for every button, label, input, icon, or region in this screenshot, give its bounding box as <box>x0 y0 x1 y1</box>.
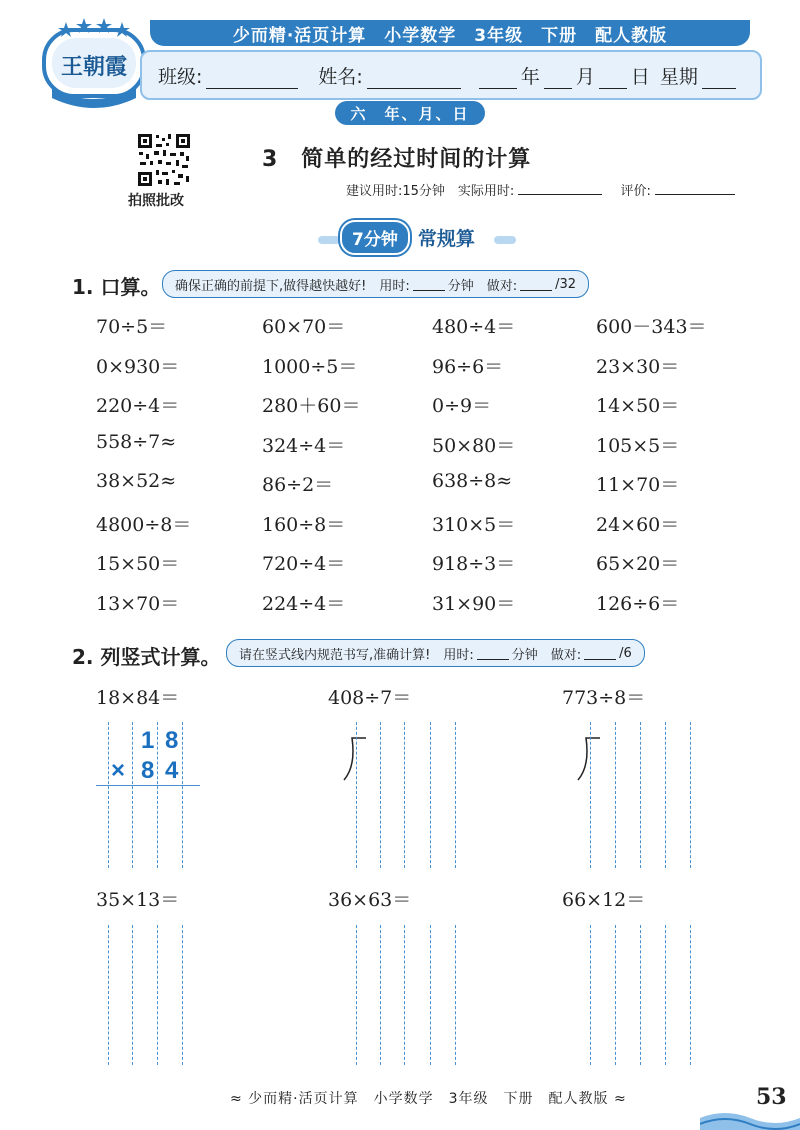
example-digit: 1 <box>141 727 155 754</box>
grid-guide-line <box>640 925 641 1065</box>
section-banner <box>340 222 475 252</box>
q2-problem-5: 36×63＝ <box>328 889 412 911</box>
grid-guide-line <box>615 722 616 868</box>
weekday-label: 星期 <box>659 65 698 88</box>
grid-guide-line <box>380 722 381 868</box>
grid-guide-line <box>455 722 456 868</box>
q1-note-a: 确保正确的前提下,做得越快越好! 用时: <box>175 278 410 294</box>
grid-guide-line <box>108 722 109 868</box>
grid-guide-line <box>615 925 616 1065</box>
mental-math-item: 224÷4＝ <box>262 592 346 615</box>
grid-guide-line <box>108 925 109 1065</box>
mental-math-item: 15×50＝ <box>96 553 180 575</box>
q1-note-c: /32 <box>555 276 577 292</box>
time-hint <box>346 180 735 199</box>
q2-note-b: 分钟 做对: <box>511 647 582 663</box>
mental-math-item: 324÷4＝ <box>262 434 346 457</box>
mental-math-item: 96÷6＝ <box>432 355 504 378</box>
grid-guide-line <box>404 925 405 1065</box>
grid-guide-line <box>590 722 591 868</box>
grid-guide-line <box>430 925 431 1065</box>
mental-math-item: 13×70＝ <box>96 592 180 615</box>
grid-guide-line <box>690 722 691 868</box>
name-field[interactable] <box>318 62 464 89</box>
q2-problem-2: 408÷7＝ <box>328 687 412 709</box>
q1-correct-blank[interactable] <box>520 278 552 291</box>
mental-math-item: 24×60＝ <box>596 513 680 536</box>
mental-math-item: 70÷5＝ <box>96 316 168 338</box>
mental-math-item: 1000÷5＝ <box>262 355 358 378</box>
example-digit: 8 <box>165 727 179 754</box>
mental-math-item: 31×90＝ <box>432 592 516 615</box>
unit-text: 六 年、月、日 <box>350 104 470 123</box>
mental-math-item: 558÷7≈ <box>96 430 177 453</box>
banner-deco-right <box>494 236 516 244</box>
example-times-sign: × <box>111 757 126 784</box>
mental-math-item: 38×52≈ <box>96 470 177 492</box>
mental-math-item: 4800÷8＝ <box>96 513 192 536</box>
q2-time-blank[interactable] <box>477 647 509 660</box>
grid-guide-line <box>640 722 641 868</box>
q2-problem-4: 35×13＝ <box>96 889 180 911</box>
q1-time-blank[interactable] <box>413 278 445 291</box>
mental-math-item: 638÷8≈ <box>432 470 513 492</box>
day-label: 日 <box>630 65 650 88</box>
mental-math-item: 720÷4＝ <box>262 553 346 575</box>
date-field[interactable] <box>475 62 740 89</box>
q1-title: 1. 口算。 <box>72 275 161 299</box>
mental-math-item: 160÷8＝ <box>262 513 346 536</box>
actual-time-blank[interactable] <box>518 182 602 195</box>
q2-title: 2. 列竖式计算。 <box>72 645 221 669</box>
section-time: 7分钟 <box>340 220 410 255</box>
year-blank[interactable] <box>479 70 517 89</box>
grid-guide-line <box>455 925 456 1065</box>
month-blank[interactable] <box>544 70 572 89</box>
q2-problem-1: 18×84＝ <box>96 687 180 709</box>
mental-math-item: 310×5＝ <box>432 513 516 536</box>
q1-note-b: 分钟 做对: <box>447 278 518 294</box>
mental-math-item: 23×30＝ <box>596 355 680 378</box>
mental-math-item: 918÷3＝ <box>432 553 516 575</box>
q2-note <box>226 639 645 667</box>
qr-label: 拍照批改 <box>128 193 184 209</box>
class-field[interactable] <box>158 62 302 89</box>
class-label: 班级: <box>158 65 203 88</box>
page-number: 53 <box>756 1084 787 1110</box>
grid-guide-line <box>430 722 431 868</box>
student-info-bar <box>140 50 762 100</box>
example-result-line <box>96 785 200 786</box>
grid-guide-line <box>132 925 133 1065</box>
grid-guide-line <box>182 722 183 868</box>
logo-text: 王朝霞 <box>60 55 127 80</box>
month-label: 月 <box>575 65 595 88</box>
mental-math-item: 0×930＝ <box>96 355 180 378</box>
q2-problem-3: 773÷8＝ <box>562 687 646 709</box>
mental-math-item: 600－343＝ <box>596 316 707 338</box>
q2-note-a: 请在竖式线内规范书写,准确计算! 用时: <box>239 647 474 663</box>
day-blank[interactable] <box>599 70 627 89</box>
name-blank[interactable] <box>367 70 461 89</box>
suggest-text: 建议用时:15分钟 实际用时: <box>346 184 515 199</box>
grid-guide-line <box>182 925 183 1065</box>
mental-math-item: 14×50＝ <box>596 395 680 417</box>
series-banner <box>150 20 750 46</box>
year-label: 年 <box>520 65 540 88</box>
qr-code-icon[interactable] <box>136 132 192 188</box>
section-name: 常规算 <box>417 227 475 250</box>
q2-note-c: /6 <box>619 645 632 661</box>
grid-guide-line <box>590 925 591 1065</box>
q2-correct-blank[interactable] <box>584 647 616 660</box>
mental-math-item: 480÷4＝ <box>432 316 516 338</box>
grid-guide-line <box>356 925 357 1065</box>
division-bracket <box>342 736 366 782</box>
series-text: 少而精·活页计算 小学数学 3年级 下册 配人教版 <box>232 25 668 46</box>
mental-math-item: 220÷4＝ <box>96 395 180 417</box>
mental-math-item: 126÷6＝ <box>596 592 680 615</box>
mental-math-item: 86÷2＝ <box>262 474 334 496</box>
weekday-blank[interactable] <box>702 70 736 89</box>
q1-note <box>162 270 589 298</box>
class-blank[interactable] <box>206 70 298 89</box>
grid-guide-line <box>380 925 381 1065</box>
grid-guide-line <box>690 925 691 1065</box>
eval-blank[interactable] <box>655 182 735 195</box>
mental-math-item: 0÷9＝ <box>432 395 492 417</box>
mental-math-item: 60×70＝ <box>262 316 346 338</box>
unit-banner <box>335 101 485 125</box>
grid-guide-line <box>356 722 357 868</box>
mental-math-item: 50×80＝ <box>432 434 516 457</box>
grid-guide-line <box>404 722 405 868</box>
footer-text: ≈ 少而精·活页计算 小学数学 3年级 下册 配人教版 ≈ <box>230 1091 627 1107</box>
grid-guide-line <box>157 925 158 1065</box>
grid-guide-line <box>132 722 133 868</box>
grid-guide-line <box>665 925 666 1065</box>
mental-math-item: 11×70＝ <box>596 474 680 496</box>
lesson-title: 3 简单的经过时间的计算 <box>262 147 532 172</box>
eval-label: 评价: <box>620 184 651 199</box>
q2-problem-6: 66×12＝ <box>562 889 646 911</box>
grid-guide-line <box>157 722 158 868</box>
grid-guide-line <box>665 722 666 868</box>
banner-deco-left <box>318 236 340 244</box>
division-bracket <box>576 736 600 782</box>
example-digit: 8 <box>141 757 155 784</box>
example-digit: 4 <box>165 757 179 784</box>
mental-math-item: 280＋60＝ <box>262 395 361 417</box>
mental-math-item: 65×20＝ <box>596 553 680 575</box>
mental-math-item: 105×5＝ <box>596 434 680 457</box>
name-label: 姓名: <box>318 65 363 88</box>
